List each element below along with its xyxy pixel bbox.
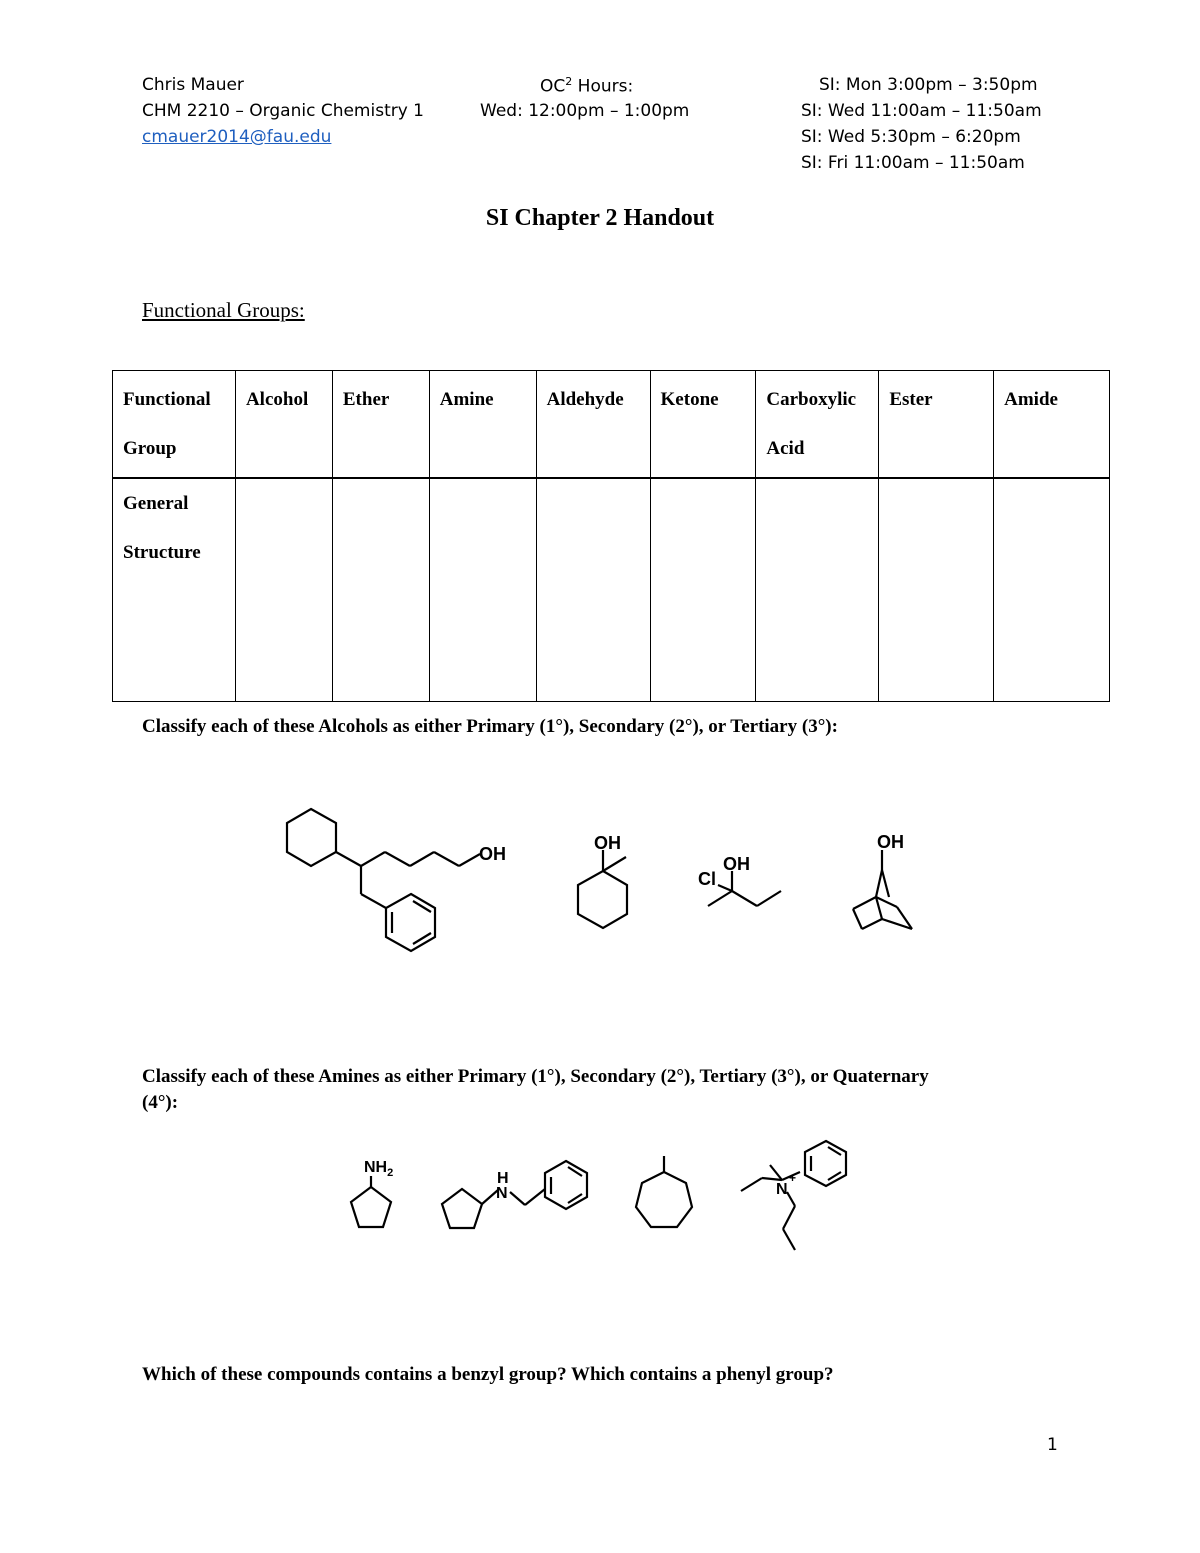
amine-question-line1: Classify each of these Amines as either Primary (1°), Secondary (2°), Tertiary (3°), or Quaternary <box>142 1066 929 1087</box>
row-label-functional-group: Functional Group <box>113 371 236 479</box>
si-session-3: SI: Wed 5:30pm – 6:20pm <box>801 127 1021 147</box>
column-header-carboxylic-acid: Carboxylic Acid <box>756 371 879 479</box>
page-number: 1 <box>1047 1435 1058 1455</box>
column-header-amide: Amide <box>994 371 1110 479</box>
section-heading: Functional Groups: <box>142 298 305 322</box>
column-header-ketone: Ketone <box>650 371 756 479</box>
amine-structure-2 <box>442 1161 587 1228</box>
cl-label: Cl <box>698 869 716 889</box>
amine-structure-4 <box>741 1141 846 1250</box>
nh2-label: $NH_2$ <box>364 1159 394 1179</box>
si-session-1: SI: Mon 3:00pm – 3:50pm <box>819 75 1038 95</box>
n-label-4: N <box>776 1181 788 1198</box>
column-header-alcohol: Alcohol <box>235 371 332 479</box>
column-header-amine: Amine <box>429 371 536 479</box>
column-header-ester: Ester <box>879 371 994 479</box>
h-label: H <box>497 1170 509 1187</box>
amine-structure-3 <box>636 1156 692 1227</box>
course-name: CHM 2210 – Organic Chemistry 1 <box>142 101 425 121</box>
amine-question-line2: (4°): <box>142 1092 179 1113</box>
si-session-4: SI: Fri 11:00am – 11:50am <box>801 153 1025 173</box>
author-name: Chris Mauer <box>142 75 244 95</box>
row-label-general-structure: General Structure <box>113 478 236 702</box>
oh-label-1: OH <box>479 844 506 864</box>
oc-hours-time: Wed: 12:00pm – 1:00pm <box>480 101 690 121</box>
si-session-2: SI: Wed 11:00am – 11:50am <box>801 101 1042 121</box>
plus-charge-label: + <box>789 1171 797 1185</box>
column-header-ether: Ether <box>332 371 429 479</box>
amine-structure-1 <box>351 1176 391 1227</box>
oc-hours-label: $OC^2$ Hours: <box>540 75 634 97</box>
oh-label-2: OH <box>594 833 621 853</box>
benzyl-question: Which of these compounds contains a benzyl group? Which contains a phenyl group? <box>142 1364 834 1385</box>
alcohol-question: Classify each of these Alcohols as either Primary (1°), Secondary (2°), or Tertiary (3°): <box>142 716 838 737</box>
n-label-2: N <box>496 1185 508 1202</box>
oh-label-3: OH <box>723 854 750 874</box>
email-link[interactable]: cmauer2014@fau.edu <box>142 127 332 147</box>
column-header-aldehyde: Aldehyde <box>536 371 650 479</box>
page-title: SI Chapter 2 Handout <box>485 205 715 231</box>
oh-label-4: OH <box>877 832 904 852</box>
